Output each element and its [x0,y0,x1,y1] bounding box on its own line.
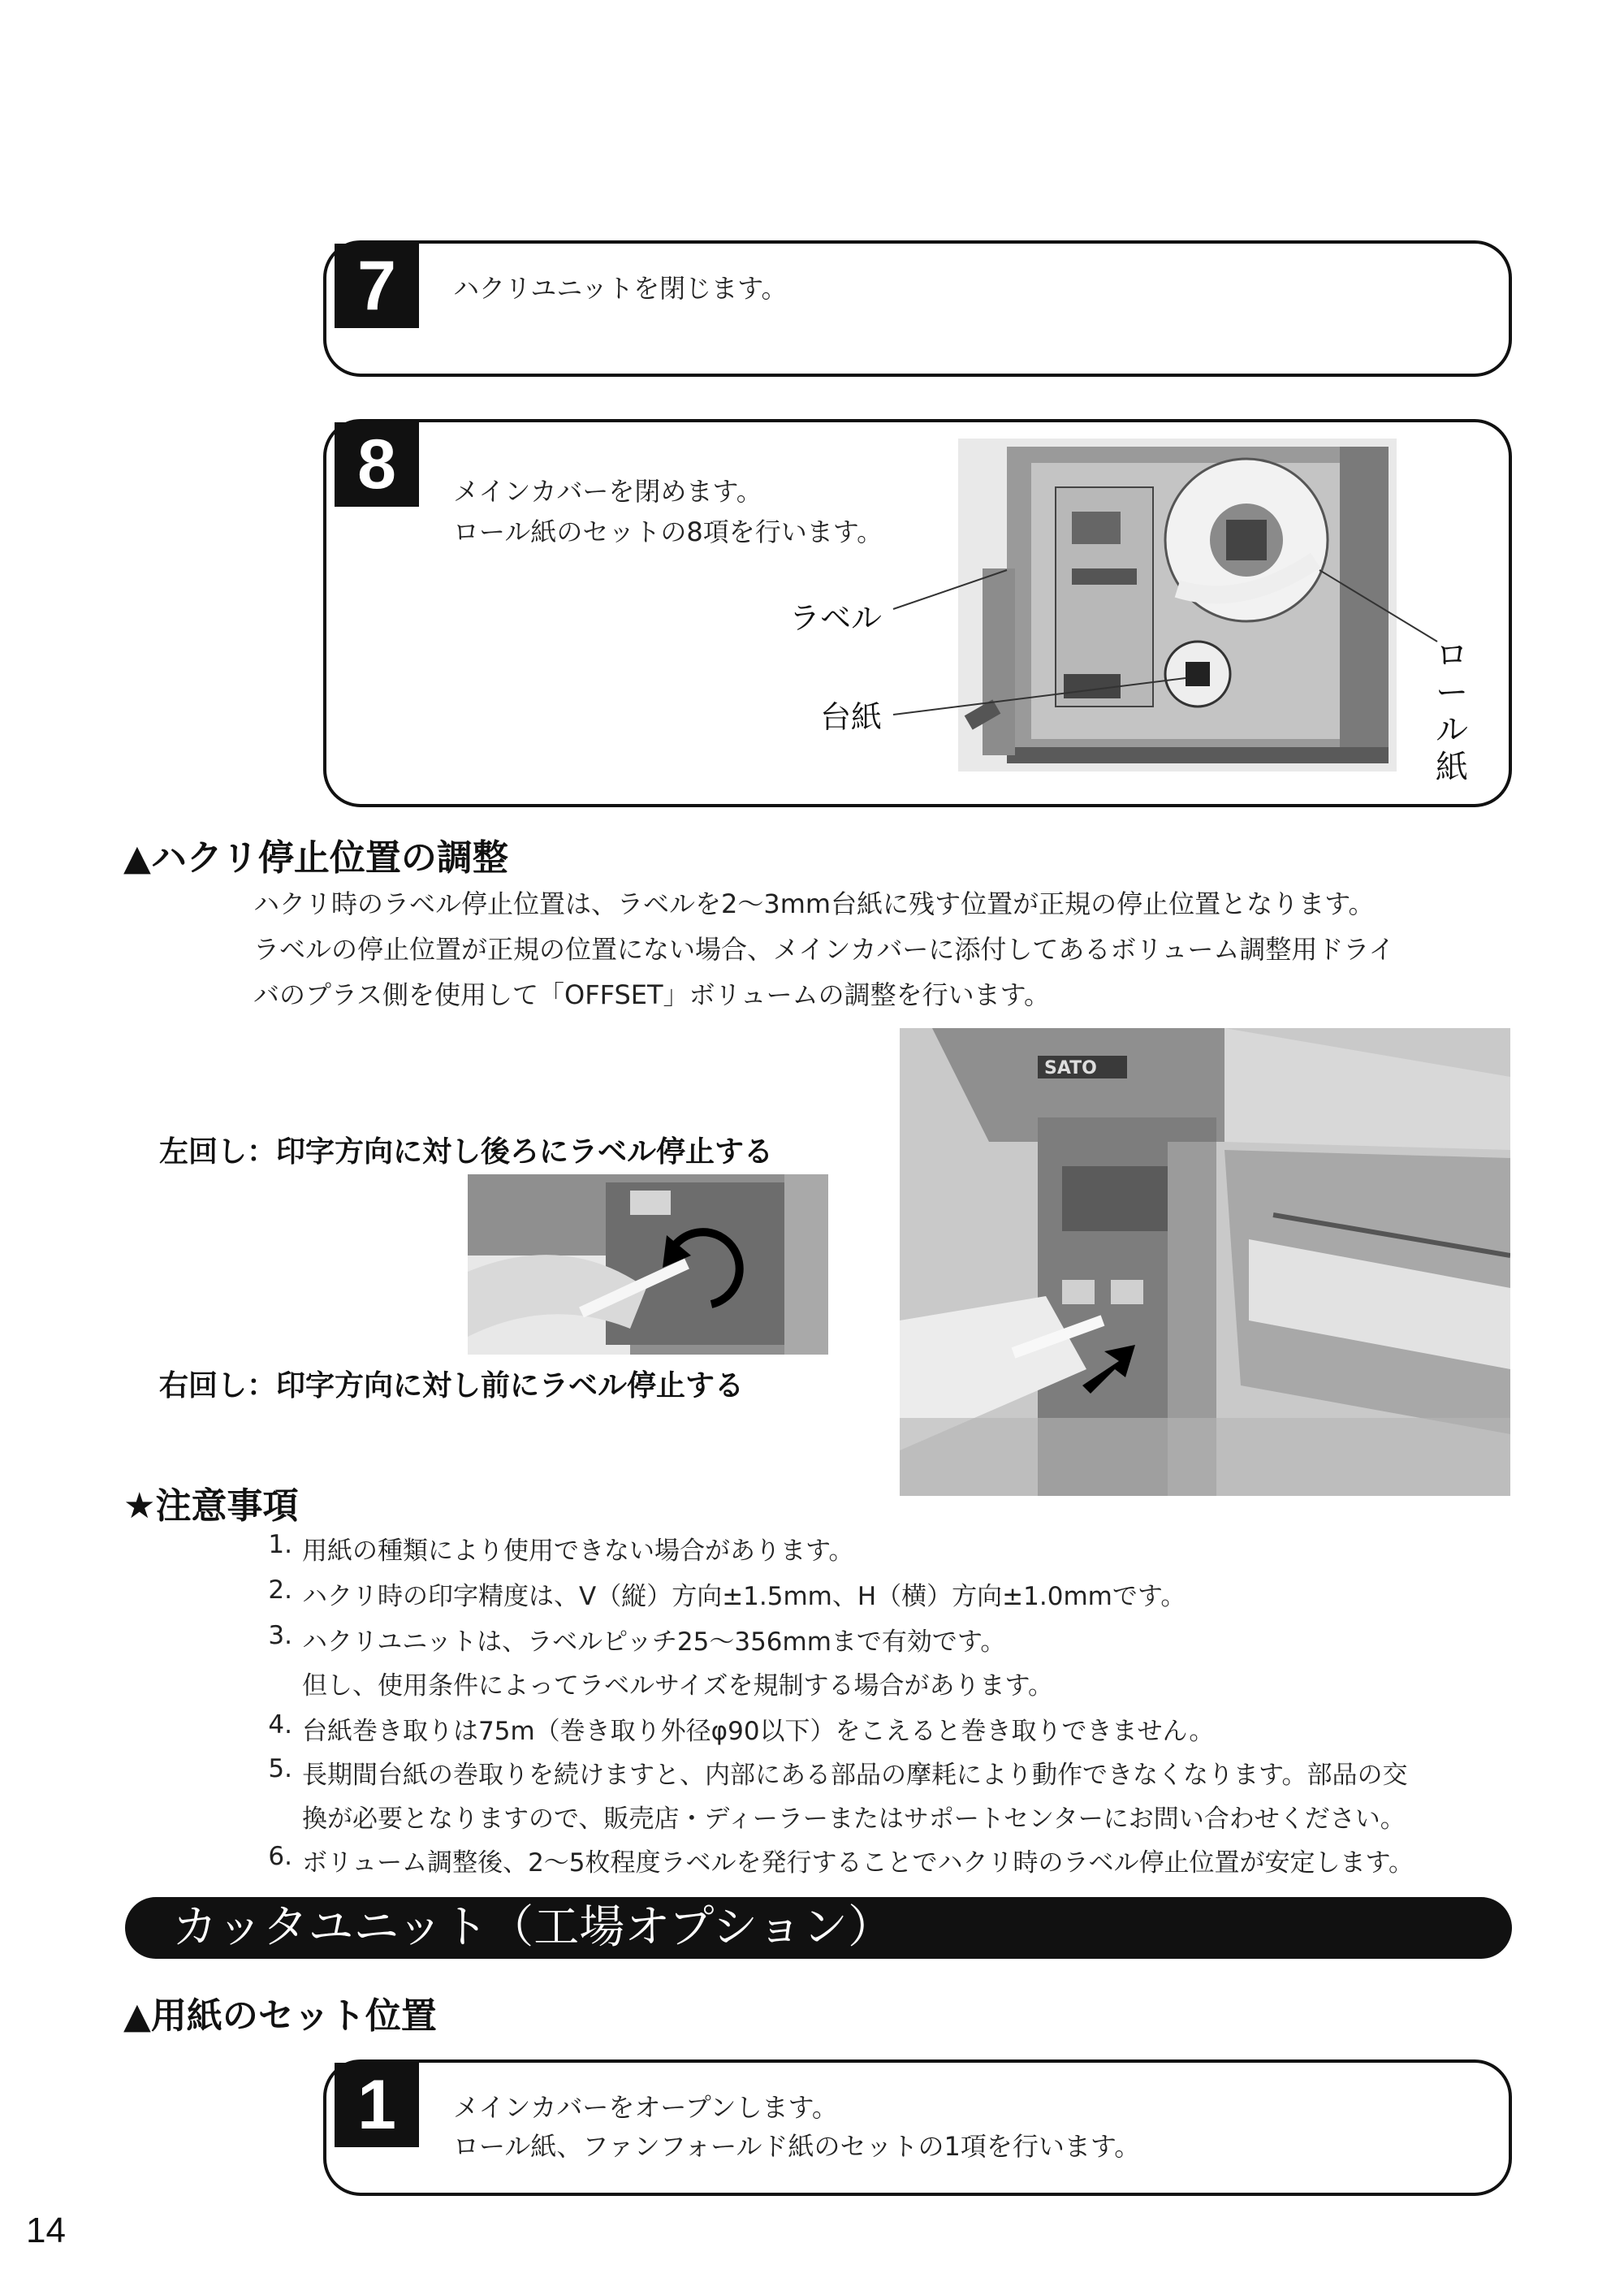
step-7-number: 7 [335,244,419,328]
page-number: 14 [26,2211,66,2250]
step-1-number: 1 [335,2063,419,2147]
adjust-paragraph-3: バのプラス側を使用して「OFFSET」ボリュームの調整を行います。 [253,979,1051,1010]
step-1-line-2: ロール紙、ファンフォールド紙のセットの1項を行います。 [453,2131,1141,2162]
printer-front-photo [900,1028,1510,1496]
brand-text: SATO [1044,1058,1097,1078]
step-8-line-2: ロール紙のセットの8項を行います。 [453,516,883,547]
callout-roll-paper: ロール紙 [1436,637,1468,786]
adjust-heading: ▲ハクリ停止位置の調整 [123,837,508,879]
adjust-paragraph-1: ハクリ時のラベル停止位置は、ラベルを2～3mm台紙に残す位置が正規の停止位置となります。 [253,888,1375,919]
cutter-subheading: ▲用紙のセット位置 [123,1995,437,2037]
cutter-section-title: カッタユニット（工場オプション） [125,1897,1512,1959]
step-7-box [323,240,1512,377]
left-turn-label: 左回し：印字方向に対し後ろにラベル停止する [159,1135,774,1169]
right-turn-label: 右回し：印字方向に対し前にラベル停止する [159,1369,745,1402]
callout-lines [877,552,1462,747]
step-1-line-1: メインカバーをオープンします。 [453,2092,838,2123]
step-8-number: 8 [335,422,419,507]
step-8-line-1: メインカバーを閉めます。 [453,476,762,507]
callout-backing: 台紙 [820,699,883,735]
step-7-text: ハクリユニットを閉じます。 [453,273,788,304]
adjust-paragraph-2: ラベルの停止位置が正規の位置にない場合、メインカバーに添付してあるボリューム調整用ドライ [253,934,1395,965]
dial-closeup-photo [468,1174,828,1355]
notes-heading: ★注意事項 [123,1485,299,1527]
callout-label: ラベル [789,600,883,636]
